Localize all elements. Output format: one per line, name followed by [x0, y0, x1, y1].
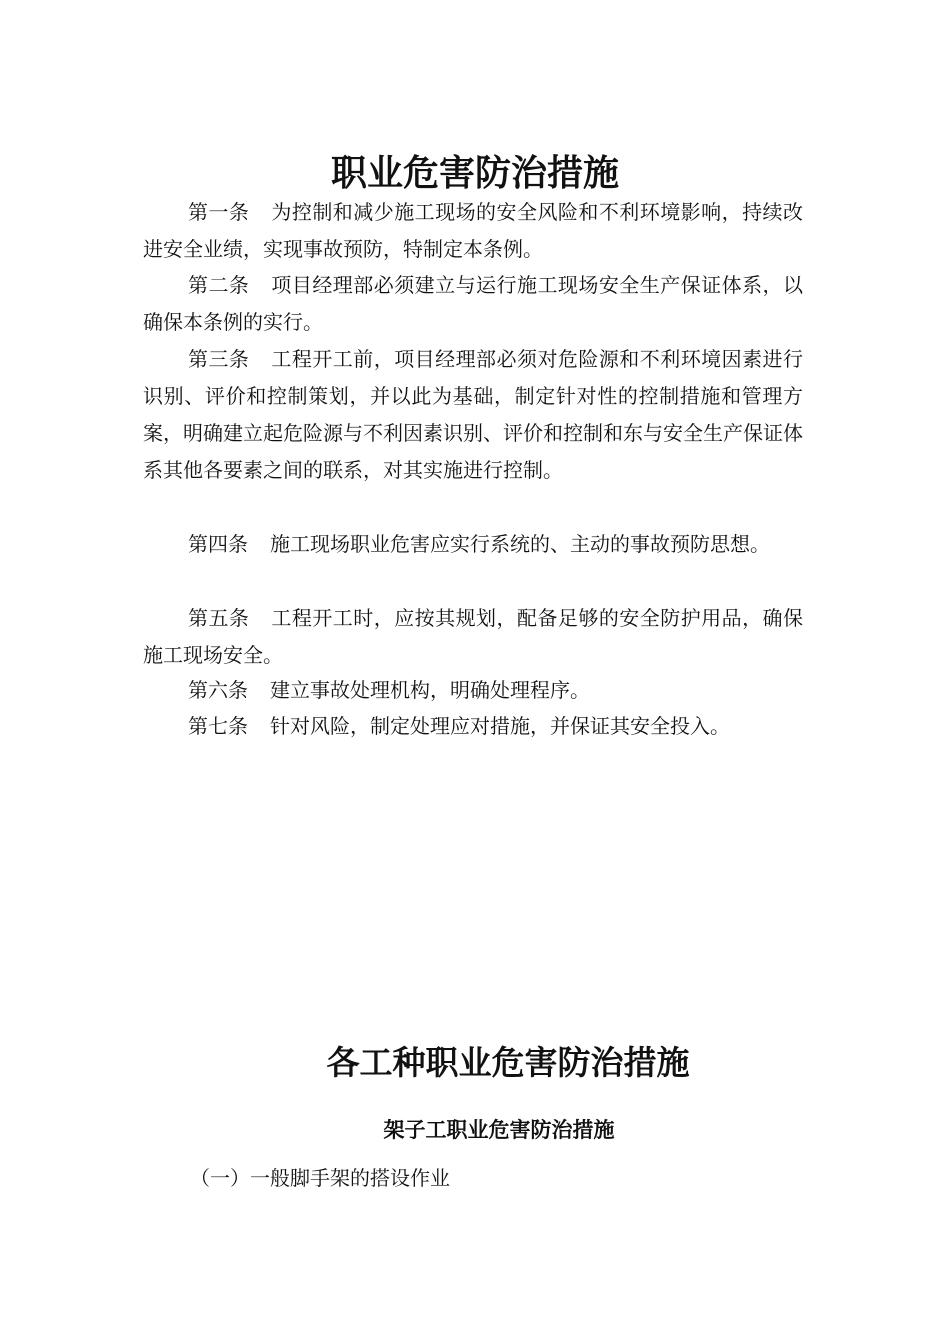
document-title: 职业危害防治措施: [330, 153, 619, 194]
article-3: [143, 341, 803, 489]
article-7: [143, 708, 803, 745]
article-number: 第四条: [188, 532, 248, 556]
article-text: 为控制和减少施工现场的安全风险和不利环境影响，持续改进安全业绩，实现事故预防，特制定本条例。: [143, 200, 804, 261]
article-text: 项目经理部必须建立与运行施工现场安全生产保证体系，以确保本条例的实行。: [143, 273, 804, 334]
article-text: 工程开工时，应按其规划，配备足够的安全防护用品，确保施工现场安全。: [143, 606, 804, 667]
article-2: [143, 267, 803, 341]
article-number: 第一条: [188, 200, 250, 224]
article-text: 工程开工前，项目经理部必须对危险源和不利环境因素进行识别、评价和控制策划，并以此为基础，制定针对性的控制措施和管理方案，明确建立起危险源与不利因素识别、评价和控制和东与安全生产保证体系其他各要素之间的联系，对其实施进行控制。: [143, 347, 804, 482]
article-text: 施工现场职业危害应实行系统的、主动的事故预防思想。: [270, 532, 770, 556]
article-text: 针对风险，制定处理应对措施，并保证其安全投入。: [270, 714, 730, 738]
article-4: [143, 526, 803, 563]
article-text: 建立事故处理机构，明确处理程序。: [270, 678, 590, 702]
article-number: 第三条: [188, 347, 250, 371]
article-number: 第五条: [188, 606, 250, 630]
section-item: （一）一般脚手架的搭设作业: [190, 1166, 450, 1190]
article-6: [143, 672, 803, 709]
article-5: [143, 600, 803, 674]
subsection-title: 架子工职业危害防治措施: [383, 1118, 615, 1142]
section-title: 各工种职业危害防治措施: [326, 1043, 690, 1082]
article-number: 第七条: [188, 714, 248, 738]
article-number: 第二条: [188, 273, 250, 297]
article-1: [143, 194, 803, 268]
article-number: 第六条: [188, 678, 248, 702]
